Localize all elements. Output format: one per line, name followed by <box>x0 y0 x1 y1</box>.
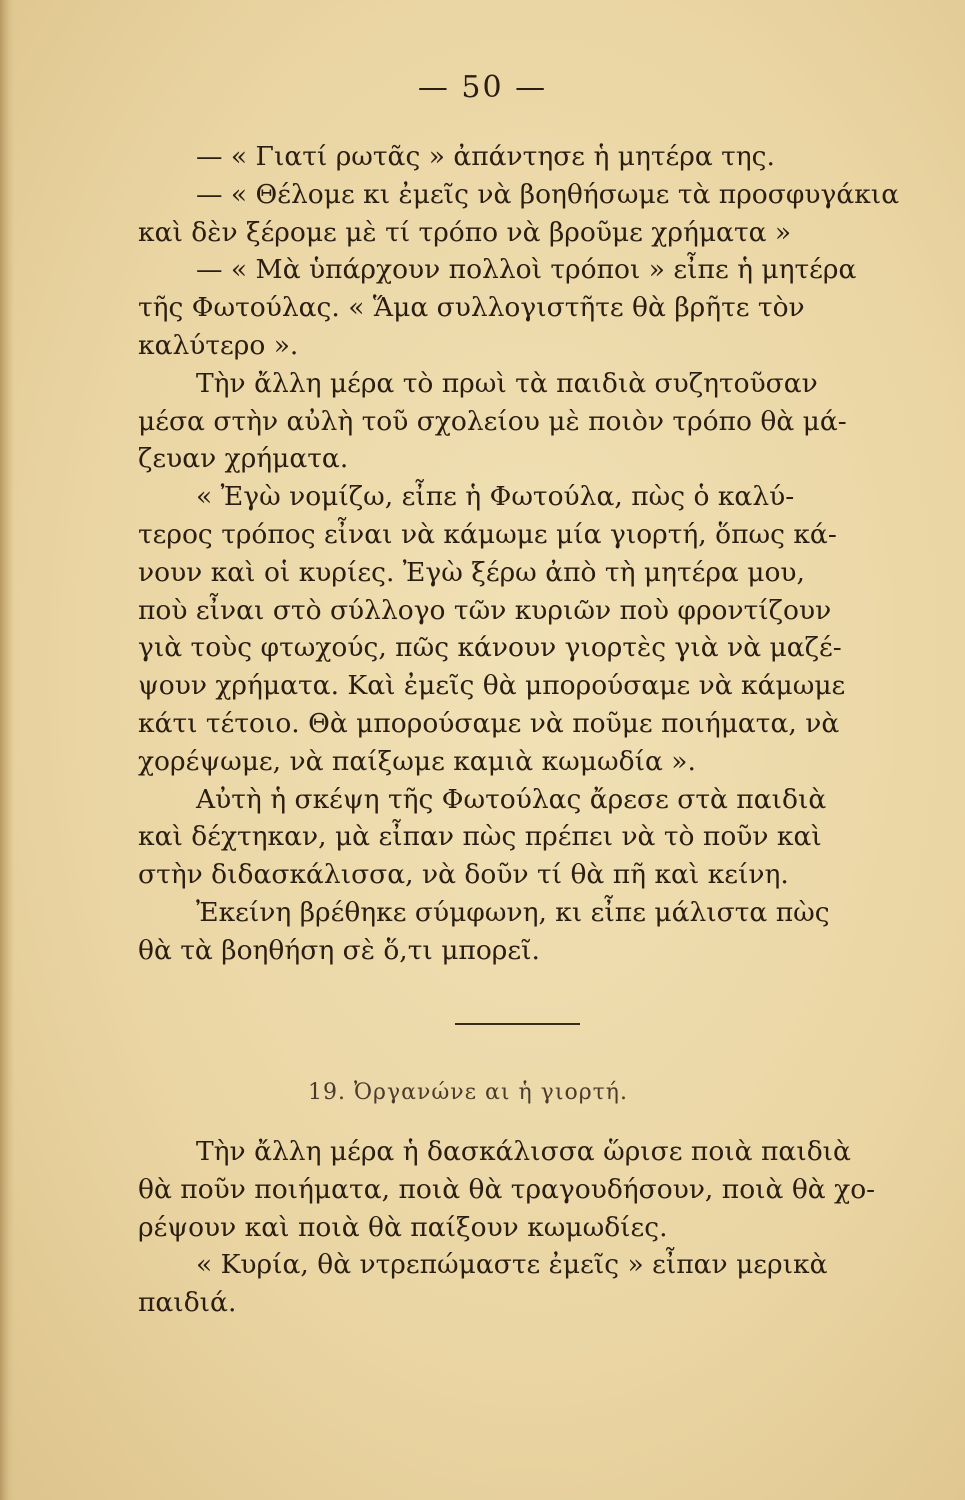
text-line: Τὴν ἄλλη μέρα τὸ πρωὶ τὰ παιδιὰ συζητοῦσαν <box>196 367 818 399</box>
text-line: τερος τρόπος εἶναι νὰ κάμωμε μία γιορτή, ὅπως κά- <box>138 518 837 550</box>
text-line: στὴν διδασκάλισσα, νὰ δοῦν τί θὰ πῆ καὶ κείνη. <box>138 859 789 891</box>
section-divider <box>455 1023 580 1025</box>
text-line: μέσα στὴν αὐλὴ τοῦ σχολείου μὲ ποιὸν τρόπο θὰ μά- <box>138 405 847 437</box>
text-line: παιδιά. <box>138 1287 237 1319</box>
page-edge-shadow <box>0 0 14 1500</box>
page-number: — 50 — <box>417 70 548 105</box>
text-line: θὰ τὰ βοηθήση σὲ ὅ,τι μπορεῖ. <box>138 934 540 966</box>
text-line: ποὺ εἶναι στὸ σύλλογο τῶν κυριῶν ποὺ φροντίζουν <box>138 594 832 626</box>
text-line: ρέψουν καὶ ποιὰ θὰ παίξουν κωμωδίες. <box>138 1211 668 1243</box>
body-text <box>138 138 903 970</box>
text-line: καὶ δὲν ξέρομε μὲ τί τρόπο νὰ βροῦμε χρήματα » <box>138 216 792 248</box>
text-line: τῆς Φωτούλας. « Ἅμα συλλογιστῆτε θὰ βρῆτε τὸν <box>138 292 805 324</box>
text-line: καλύτερο ». <box>138 329 299 361</box>
text-line: χορέψωμε, νὰ παίξωμε καμιὰ κωμωδία ». <box>138 745 696 777</box>
text-line: θὰ ποῦν ποιήματα, ποιὰ θὰ τραγουδήσουν, ποιὰ θὰ χο- <box>138 1173 876 1205</box>
text-line: ψουν χρήματα. Καὶ ἐμεῖς θὰ μπορούσαμε νὰ κάμωμε <box>138 670 846 702</box>
text-line: κάτι τέτοιο. Θὰ μπορούσαμε νὰ ποῦμε ποιήματα, νὰ <box>138 707 840 739</box>
section-text <box>138 1133 903 1322</box>
text-line: γιὰ τοὺς φτωχούς, πῶς κάνουν γιορτὲς γιὰ νὰ μαζέ- <box>138 632 842 664</box>
text-line: — « Θέλομε κι ἐμεῖς νὰ βοηθήσωμε τὰ προσφυγάκια <box>196 178 900 210</box>
section-heading: 19. Ὀργανώνε αι ἡ γιορτή. <box>308 1080 628 1105</box>
text-line: Τὴν ἄλλη μέρα ἡ δασκάλισσα ὥρισε ποιὰ παιδιὰ <box>196 1136 851 1167</box>
text-line: — « Γιατί ρωτᾶς » ἀπάντησε ἡ μητέρα της. <box>196 141 775 172</box>
text-line: νουν καὶ οἱ κυρίες. Ἐγὼ ξέρω ἀπὸ τὴ μητέρα μου, <box>138 556 805 588</box>
text-line: — « Μὰ ὑπάρχουν πολλοὶ τρόποι » εἶπε ἡ μητέρα <box>196 254 857 286</box>
text-line: Ἐκείνη βρέθηκε σύμφωνη, κι εἶπε μάλιστα πὼς <box>196 896 830 928</box>
text-line: « Κυρία, θὰ ντρεπώμαστε ἐμεῖς » εἶπαν μερικὰ <box>196 1249 828 1281</box>
text-line: καὶ δέχτηκαν, μὰ εἶπαν πὼς πρέπει νὰ τὸ ποῦν καὶ <box>138 821 822 853</box>
text-line: Αὐτὴ ἡ σκέψη τῆς Φωτούλας ἄρεσε στὰ παιδιὰ <box>196 783 827 815</box>
text-line: ζευαν χρήματα. <box>138 443 349 475</box>
text-line: « Ἐγὼ νομίζω, εἶπε ἡ Φωτούλα, πὼς ὁ καλύ- <box>196 481 795 513</box>
